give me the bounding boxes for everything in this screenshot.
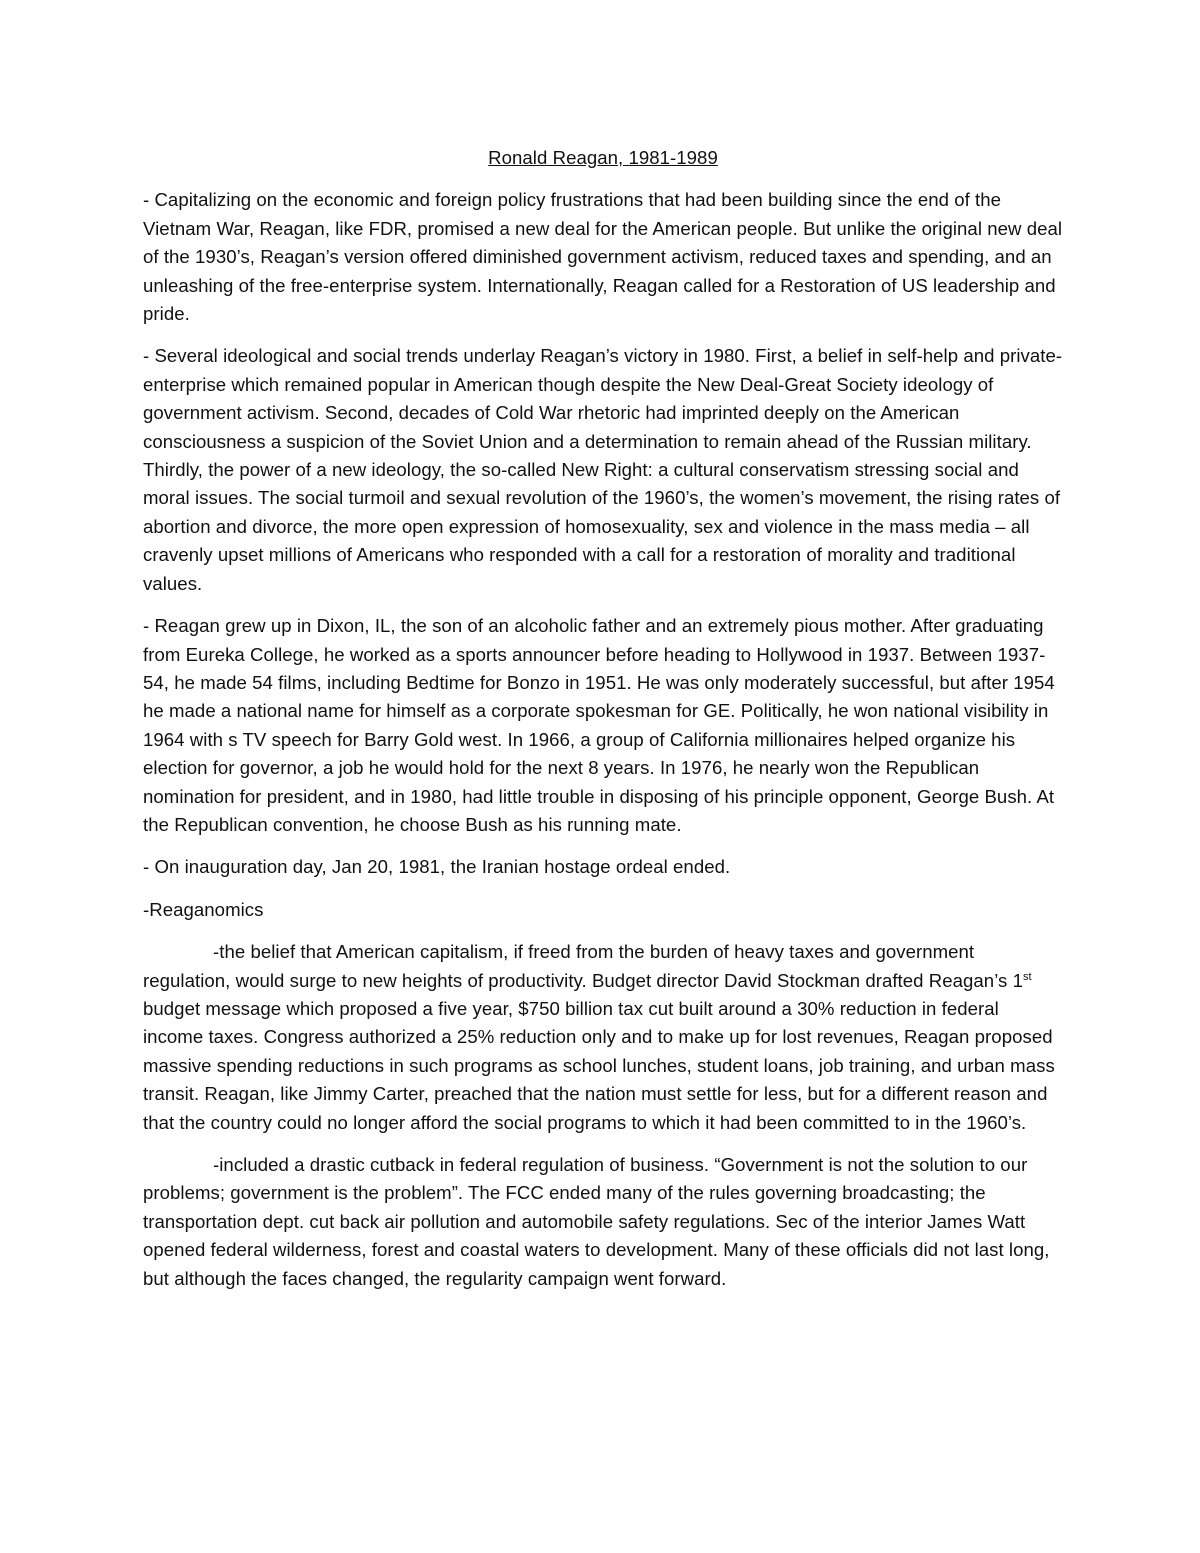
text-span: budget message which proposed a five year, $750 billion tax cut built around a 30% reduction in federal income taxes. Congress authorized a 25% reduction only and to make up for lost revenues, Reagan proposed massive spending reductions in such programs as school lunches, student loans, job training, and urban mass transit. Reagan, like Jimmy Carter, preached that the nation must settle for less, but for a different reason and that the country could no longer afford the social programs to which it had been committed to in the 1960’s. bbox=[143, 997, 1055, 1133]
section-heading-reaganomics: -Reaganomics bbox=[143, 898, 264, 920]
ordinal-superscript: st bbox=[1023, 970, 1032, 983]
paragraph-reaganomics-belief bbox=[143, 938, 1063, 1137]
paragraph-new-deal: - Capitalizing on the economic and foreign policy frustrations that had been building since the end of the Vietnam War, Reagan, like FDR, promised a new deal for the American people. But unlike the original new deal of the 1930’s, Reagan’s version offered diminished government activism, reduced taxes and spending, and an unleashing of the free-enterprise system. Internationally, Reagan called for a Restoration of US leadership and pride. bbox=[143, 189, 1063, 325]
document-body bbox=[143, 144, 1063, 1307]
paragraph-inauguration: - On inauguration day, Jan 20, 1981, the Iranian hostage ordeal ended. bbox=[143, 856, 731, 878]
text-span: -the belief that American capitalism, if freed from the burden of heavy taxes and government regulation, would surge to new heights of productivity. Budget director David Stockman drafted Reagan’s 1 bbox=[143, 941, 1023, 991]
paragraph-deregulation: -included a drastic cutback in federal regulation of business. “Government is not the solution to our problems; government is the problem”. The FCC ended many of the rules governing broadcasting; the transportation dept. cut back air pollution and automobile safety regulations. Sec of the interior James Watt opened federal wilderness, forest and coastal waters to development. Many of these officials did not last long, but although the faces changed, the regularity campaign went forward. bbox=[143, 1154, 1050, 1289]
paragraph-ideological-trends: - Several ideological and social trends underlay Reagan’s victory in 1980. First, a belief in self-help and private-enterprise which remained popular in American though despite the New Deal-Great Society ideology of government activism. Second, decades of Cold War rhetoric had imprinted deeply on the American consciousness a suspicion of the Soviet Union and a determination to remain ahead of the Russian military. Thirdly, the power of a new ideology, the so-called New Right: a cultural conservatism stressing social and moral issues. The social turmoil and sexual revolution of the 1960’s, the women’s movement, the rising rates of abortion and divorce, the more open expression of homosexuality, sex and violence in the mass media – all cravenly upset millions of Americans who responded with a call for a restoration of morality and traditional values. bbox=[143, 345, 1063, 594]
document-title: Ronald Reagan, 1981-1989 bbox=[488, 147, 718, 168]
paragraph-biography: - Reagan grew up in Dixon, IL, the son of an alcoholic father and an extremely pious mother. After graduating from Eureka College, he worked as a sports announcer before heading to Hollywood in 1937. Between 1937-54, he made 54 films, including Bedtime for Bonzo in 1951. He was only moderately successful, but after 1954 he made a national name for himself as a corporate spokesman for GE. Politically, he won national visibility in 1964 with s TV speech for Barry Gold west. In 1966, a group of California millionaires helped organize his election for governor, a job he would hold for the next 8 years. In 1976, he nearly won the Republican nomination for president, and in 1980, had little trouble in disposing of his principle opponent, George Bush. At the Republican convention, he choose Bush as his running mate. bbox=[143, 615, 1055, 835]
